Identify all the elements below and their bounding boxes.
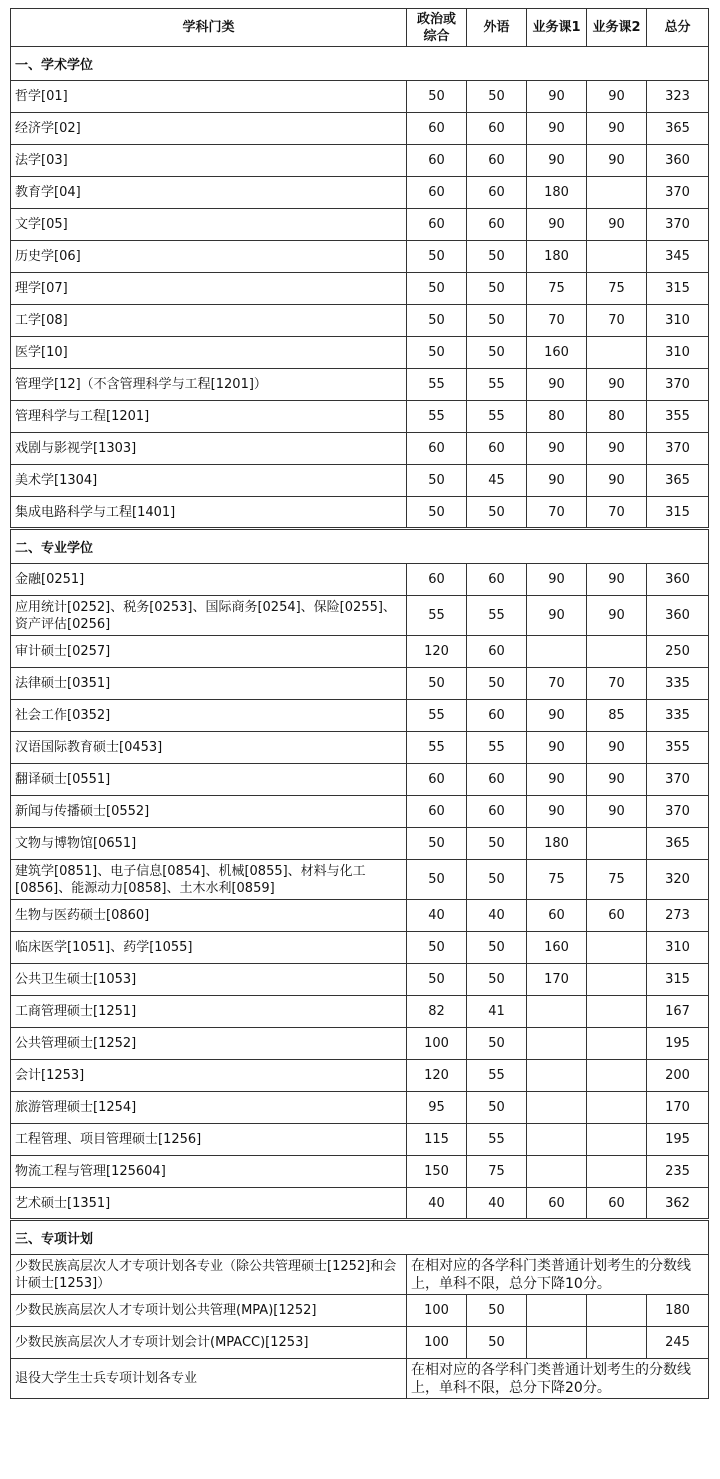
row-total: 250	[647, 636, 709, 668]
row-name: 少数民族高层次人才专项计划各专业（除公共管理硕士[1252]和会计硕士[1253]）	[11, 1255, 407, 1295]
row-course2: 90	[587, 596, 647, 636]
row-course2: 90	[587, 564, 647, 596]
table-row	[11, 900, 709, 932]
row-course1: 90	[527, 209, 587, 241]
row-course1	[527, 1327, 587, 1359]
row-course1: 80	[527, 401, 587, 433]
row-course1: 70	[527, 668, 587, 700]
table-row	[11, 1188, 709, 1220]
table-header-row	[11, 9, 709, 47]
row-politics: 50	[407, 828, 467, 860]
row-name: 少数民族高层次人才专项计划公共管理(MPA)[1252]	[11, 1295, 407, 1327]
row-politics: 40	[407, 900, 467, 932]
row-politics: 55	[407, 596, 467, 636]
row-name: 物流工程与管理[125604]	[11, 1156, 407, 1188]
row-foreign: 60	[467, 433, 527, 465]
row-foreign: 50	[467, 497, 527, 529]
score-table-container	[10, 8, 708, 1399]
row-politics: 50	[407, 81, 467, 113]
row-course1: 160	[527, 337, 587, 369]
row-politics: 50	[407, 241, 467, 273]
row-course1: 90	[527, 700, 587, 732]
row-total: 335	[647, 700, 709, 732]
row-name: 汉语国际教育硕士[0453]	[11, 732, 407, 764]
row-total: 370	[647, 177, 709, 209]
row-note: 在相对应的各学科门类普通计划考生的分数线上，单科不限，总分下降20分。	[407, 1359, 709, 1399]
section-row	[11, 47, 709, 81]
row-course1	[527, 1060, 587, 1092]
row-politics: 50	[407, 337, 467, 369]
row-course1	[527, 636, 587, 668]
row-politics: 40	[407, 1188, 467, 1220]
section-title: 三、专项计划	[11, 1220, 709, 1255]
row-politics: 60	[407, 564, 467, 596]
row-total: 315	[647, 273, 709, 305]
row-course1	[527, 1295, 587, 1327]
row-foreign: 50	[467, 932, 527, 964]
row-course2	[587, 177, 647, 209]
row-name: 审计硕士[0257]	[11, 636, 407, 668]
row-name: 生物与医药硕士[0860]	[11, 900, 407, 932]
table-row	[11, 81, 709, 113]
row-foreign: 50	[467, 81, 527, 113]
row-foreign: 50	[467, 1028, 527, 1060]
row-course2	[587, 1327, 647, 1359]
row-name: 经济学[02]	[11, 113, 407, 145]
row-foreign: 55	[467, 1060, 527, 1092]
row-course1: 90	[527, 81, 587, 113]
row-name: 退役大学生士兵专项计划各专业	[11, 1359, 407, 1399]
row-course2	[587, 1124, 647, 1156]
row-total: 315	[647, 497, 709, 529]
row-course2: 90	[587, 465, 647, 497]
row-politics: 50	[407, 964, 467, 996]
row-name: 文学[05]	[11, 209, 407, 241]
table-row	[11, 1092, 709, 1124]
row-course2: 85	[587, 700, 647, 732]
row-foreign: 55	[467, 401, 527, 433]
table-row	[11, 497, 709, 529]
row-politics: 150	[407, 1156, 467, 1188]
row-name: 临床医学[1051]、药学[1055]	[11, 932, 407, 964]
row-course1: 180	[527, 828, 587, 860]
table-row	[11, 1295, 709, 1327]
row-politics: 60	[407, 796, 467, 828]
row-course2: 90	[587, 209, 647, 241]
table-row	[11, 564, 709, 596]
row-foreign: 60	[467, 209, 527, 241]
table-row	[11, 732, 709, 764]
row-course1	[527, 1156, 587, 1188]
row-total: 167	[647, 996, 709, 1028]
header-foreign: 外语	[467, 9, 527, 47]
table-row	[11, 1124, 709, 1156]
row-foreign: 40	[467, 1188, 527, 1220]
row-course1: 160	[527, 932, 587, 964]
row-course1	[527, 1092, 587, 1124]
row-course1	[527, 1028, 587, 1060]
row-name: 工学[08]	[11, 305, 407, 337]
row-course2: 90	[587, 145, 647, 177]
row-politics: 60	[407, 209, 467, 241]
row-total: 310	[647, 305, 709, 337]
table-row	[11, 369, 709, 401]
section-title: 一、学术学位	[11, 47, 709, 81]
row-total: 235	[647, 1156, 709, 1188]
table-row	[11, 1255, 709, 1295]
row-name: 应用统计[0252]、税务[0253]、国际商务[0254]、保险[0255]、资产评估[0256]	[11, 596, 407, 636]
table-row	[11, 209, 709, 241]
section-row	[11, 1220, 709, 1255]
row-politics: 100	[407, 1295, 467, 1327]
row-name: 社会工作[0352]	[11, 700, 407, 732]
row-politics: 50	[407, 305, 467, 337]
row-politics: 50	[407, 273, 467, 305]
table-row	[11, 177, 709, 209]
table-row	[11, 636, 709, 668]
header-politics: 政治或综合	[407, 9, 467, 47]
row-foreign: 55	[467, 596, 527, 636]
row-course1: 90	[527, 465, 587, 497]
row-total: 195	[647, 1124, 709, 1156]
row-course2	[587, 1295, 647, 1327]
score-line-table	[10, 8, 709, 1399]
row-foreign: 50	[467, 241, 527, 273]
row-foreign: 50	[467, 1092, 527, 1124]
row-course2: 90	[587, 369, 647, 401]
row-course1: 90	[527, 369, 587, 401]
row-total: 170	[647, 1092, 709, 1124]
row-course2	[587, 241, 647, 273]
row-name: 艺术硕士[1351]	[11, 1188, 407, 1220]
row-foreign: 60	[467, 796, 527, 828]
row-total: 370	[647, 796, 709, 828]
row-course1: 60	[527, 1188, 587, 1220]
table-body	[11, 47, 709, 1399]
table-row	[11, 465, 709, 497]
row-course2	[587, 1092, 647, 1124]
row-course2	[587, 337, 647, 369]
row-course2: 70	[587, 497, 647, 529]
row-foreign: 60	[467, 564, 527, 596]
row-politics: 55	[407, 732, 467, 764]
row-foreign: 50	[467, 337, 527, 369]
row-course2: 75	[587, 273, 647, 305]
row-total: 362	[647, 1188, 709, 1220]
row-course1: 75	[527, 273, 587, 305]
table-row	[11, 401, 709, 433]
row-total: 310	[647, 932, 709, 964]
row-name: 医学[10]	[11, 337, 407, 369]
header-total: 总分	[647, 9, 709, 47]
row-course1: 90	[527, 732, 587, 764]
row-foreign: 60	[467, 113, 527, 145]
row-foreign: 50	[467, 273, 527, 305]
table-row	[11, 273, 709, 305]
row-foreign: 50	[467, 964, 527, 996]
row-total: 370	[647, 369, 709, 401]
table-row	[11, 1156, 709, 1188]
row-name: 美术学[1304]	[11, 465, 407, 497]
header-subject: 学科门类	[11, 9, 407, 47]
row-name: 文物与博物馆[0651]	[11, 828, 407, 860]
row-course2: 75	[587, 860, 647, 900]
table-row	[11, 932, 709, 964]
row-name: 公共卫生硕士[1053]	[11, 964, 407, 996]
row-course1: 180	[527, 177, 587, 209]
row-course1: 70	[527, 305, 587, 337]
row-foreign: 60	[467, 636, 527, 668]
row-course1: 180	[527, 241, 587, 273]
row-name: 历史学[06]	[11, 241, 407, 273]
row-name: 会计[1253]	[11, 1060, 407, 1092]
row-total: 245	[647, 1327, 709, 1359]
row-politics: 50	[407, 932, 467, 964]
row-total: 370	[647, 433, 709, 465]
row-foreign: 50	[467, 305, 527, 337]
row-course1: 75	[527, 860, 587, 900]
table-row	[11, 668, 709, 700]
row-name: 集成电路科学与工程[1401]	[11, 497, 407, 529]
row-total: 365	[647, 828, 709, 860]
row-total: 323	[647, 81, 709, 113]
row-total: 355	[647, 732, 709, 764]
row-total: 345	[647, 241, 709, 273]
row-course2: 90	[587, 81, 647, 113]
row-politics: 60	[407, 177, 467, 209]
row-course1: 90	[527, 433, 587, 465]
row-total: 315	[647, 964, 709, 996]
row-politics: 50	[407, 497, 467, 529]
row-politics: 95	[407, 1092, 467, 1124]
row-foreign: 60	[467, 177, 527, 209]
row-course1: 70	[527, 497, 587, 529]
table-row	[11, 860, 709, 900]
row-foreign: 55	[467, 1124, 527, 1156]
row-name: 理学[07]	[11, 273, 407, 305]
row-foreign: 45	[467, 465, 527, 497]
table-row	[11, 996, 709, 1028]
row-course1	[527, 1124, 587, 1156]
row-foreign: 75	[467, 1156, 527, 1188]
row-name: 工商管理硕士[1251]	[11, 996, 407, 1028]
header-course1: 业务课1	[527, 9, 587, 47]
table-row	[11, 1060, 709, 1092]
row-total: 200	[647, 1060, 709, 1092]
row-foreign: 55	[467, 732, 527, 764]
row-course2	[587, 1156, 647, 1188]
row-course2	[587, 932, 647, 964]
row-name: 工程管理、项目管理硕士[1256]	[11, 1124, 407, 1156]
row-foreign: 40	[467, 900, 527, 932]
row-politics: 55	[407, 369, 467, 401]
table-row	[11, 433, 709, 465]
row-name: 建筑学[0851]、电子信息[0854]、机械[0855]、材料与化工[0856]、能源动力[0858]、土木水利[0859]	[11, 860, 407, 900]
row-name: 戏剧与影视学[1303]	[11, 433, 407, 465]
table-row	[11, 1359, 709, 1399]
table-row	[11, 113, 709, 145]
row-course1: 90	[527, 564, 587, 596]
row-politics: 100	[407, 1028, 467, 1060]
row-politics: 55	[407, 700, 467, 732]
row-name: 法学[03]	[11, 145, 407, 177]
row-total: 365	[647, 465, 709, 497]
row-course1: 90	[527, 145, 587, 177]
row-politics: 50	[407, 465, 467, 497]
row-name: 法律硕士[0351]	[11, 668, 407, 700]
row-name: 金融[0251]	[11, 564, 407, 596]
table-row	[11, 764, 709, 796]
table-row	[11, 700, 709, 732]
row-politics: 60	[407, 113, 467, 145]
row-total: 360	[647, 564, 709, 596]
row-course2	[587, 1060, 647, 1092]
row-name: 管理学[12]（不含管理科学与工程[1201]）	[11, 369, 407, 401]
table-row	[11, 337, 709, 369]
row-course2: 90	[587, 764, 647, 796]
row-total: 273	[647, 900, 709, 932]
row-course1: 90	[527, 113, 587, 145]
row-total: 180	[647, 1295, 709, 1327]
row-foreign: 50	[467, 1295, 527, 1327]
row-total: 370	[647, 764, 709, 796]
row-course2	[587, 996, 647, 1028]
section-title: 二、专业学位	[11, 529, 709, 564]
table-row	[11, 964, 709, 996]
row-total: 355	[647, 401, 709, 433]
row-total: 335	[647, 668, 709, 700]
row-foreign: 60	[467, 700, 527, 732]
row-course2: 80	[587, 401, 647, 433]
row-foreign: 50	[467, 828, 527, 860]
row-name: 旅游管理硕士[1254]	[11, 1092, 407, 1124]
row-course1: 170	[527, 964, 587, 996]
row-foreign: 41	[467, 996, 527, 1028]
row-total: 360	[647, 145, 709, 177]
row-total: 310	[647, 337, 709, 369]
row-course1: 90	[527, 596, 587, 636]
row-politics: 50	[407, 668, 467, 700]
row-name: 翻译硕士[0551]	[11, 764, 407, 796]
row-name: 教育学[04]	[11, 177, 407, 209]
row-note: 在相对应的各学科门类普通计划考生的分数线上，单科不限，总分下降10分。	[407, 1255, 709, 1295]
row-name: 少数民族高层次人才专项计划会计(MPACC)[1253]	[11, 1327, 407, 1359]
table-row	[11, 596, 709, 636]
row-course2: 70	[587, 668, 647, 700]
table-row	[11, 241, 709, 273]
header-course2: 业务课2	[587, 9, 647, 47]
row-course2	[587, 828, 647, 860]
table-row	[11, 305, 709, 337]
row-foreign: 50	[467, 860, 527, 900]
row-course2: 90	[587, 433, 647, 465]
row-total: 370	[647, 209, 709, 241]
row-foreign: 60	[467, 764, 527, 796]
row-politics: 55	[407, 401, 467, 433]
section-row	[11, 529, 709, 564]
row-course2	[587, 1028, 647, 1060]
row-total: 320	[647, 860, 709, 900]
table-row	[11, 145, 709, 177]
row-politics: 60	[407, 433, 467, 465]
row-politics: 120	[407, 1060, 467, 1092]
row-course2: 60	[587, 1188, 647, 1220]
row-course2: 60	[587, 900, 647, 932]
row-course2	[587, 964, 647, 996]
row-foreign: 55	[467, 369, 527, 401]
table-row	[11, 796, 709, 828]
table-row	[11, 1327, 709, 1359]
row-name: 公共管理硕士[1252]	[11, 1028, 407, 1060]
row-politics: 120	[407, 636, 467, 668]
row-politics: 60	[407, 145, 467, 177]
row-course1	[527, 996, 587, 1028]
row-name: 哲学[01]	[11, 81, 407, 113]
row-name: 新闻与传播硕士[0552]	[11, 796, 407, 828]
row-name: 管理科学与工程[1201]	[11, 401, 407, 433]
row-total: 365	[647, 113, 709, 145]
row-foreign: 60	[467, 145, 527, 177]
row-total: 195	[647, 1028, 709, 1060]
row-politics: 115	[407, 1124, 467, 1156]
row-course2: 90	[587, 732, 647, 764]
row-total: 360	[647, 596, 709, 636]
row-course2: 90	[587, 796, 647, 828]
row-course2	[587, 636, 647, 668]
table-row	[11, 828, 709, 860]
row-politics: 100	[407, 1327, 467, 1359]
row-course1: 60	[527, 900, 587, 932]
table-row	[11, 1028, 709, 1060]
row-politics: 60	[407, 764, 467, 796]
row-course1: 90	[527, 796, 587, 828]
row-politics: 50	[407, 860, 467, 900]
row-course2: 90	[587, 113, 647, 145]
row-course1: 90	[527, 764, 587, 796]
row-politics: 82	[407, 996, 467, 1028]
row-foreign: 50	[467, 668, 527, 700]
row-foreign: 50	[467, 1327, 527, 1359]
row-course2: 70	[587, 305, 647, 337]
